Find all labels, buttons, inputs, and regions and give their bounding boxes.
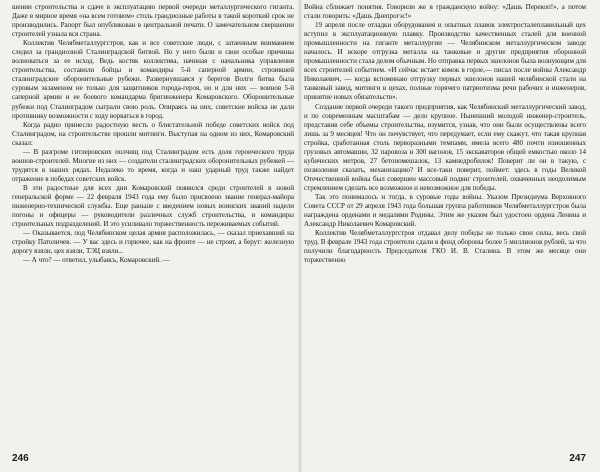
right-page	[300, 0, 600, 472]
paragraph: Так это понималось и тогда, в суровые годы войны. Указом Президиума Верховного Совета СССР от 29 апреля 1943 года большая группа работников Челябметаллургстроя была награждена орденами и медалями Родины. Этим же указом был удостоен ордена Ленина и Александр Николаевич Комаровский.	[304, 192, 586, 229]
paragraph: — А что? — ответил, улыбаясь, Комаровский. —	[23, 256, 170, 265]
paragraph: Коллектив Челябметаллургстроя отдавал делу победы не только свои силы, весь свой труд. В феврале 1943 года строители сдали в фонд обороны более 5 миллионов рублей, за что получили благодарность Председателя ГКО И. В. Сталина. В этом же месяце они торжественно	[304, 229, 586, 265]
paragraph: В эти радостные для всех дни Комаровский появился среди строителей в новой генеральской форме — 22 февраля 1943 года ему было присвоено звание генерал-майора инженерно-технической службы. Еще раньше с введением новых воинских званий надели погоны и офицеры — руководители различных служб строительства, и командиры строительных подразделений. И это усиливало торжественность переживаемых событий.	[12, 183, 294, 229]
paragraph: шении строительства и сдаче в эксплуатацию первой очереди металлургического гиганта. Даже в мирное время «на всем готовом» столь грандиозные работы в такой короткий срок не производились. Рапорт был опубликован в центральной печати. О замечательном свершении строителей узнала вся страна.	[12, 3, 294, 39]
paragraph: Когда радио принесло радостную весть о блистательной победе советских войск под Сталинградом, на строительстве прошли митинги. Выступая на одном из них, Комаровский сказал:	[12, 120, 294, 147]
paragraph: Создание первой очереди такого предприятия, как Челябинский металлургический завод, и по современным масштабам — дело крупное. Нынешний молодой инженер-строитель, представив себе объемы строительства, изумится, узнав, что они были осуществлены всего лишь за 9 месяцев! Что он почувствует, что передумает, если ему скажут, что такая крупная стройка, сработанная столь перворазными темпами, имела всего 480 почти изношенных грузовых автомашин, 32 паровоза и 300 вагонов, 15 экскаваторов общей емкостью около 14 кубических метров, 27 бетономешалок, 13 камнедробилок! Поверит ли он в такую, с позволения сказать, механизацию? И все-таки поверит, поймет: здесь в годы Великой Отечественной войны был совершен массовый подвиг строителей, охваченных неодолимым стремлением сделать все возможное и невозможное для победы.	[304, 102, 586, 192]
left-page-number: 246	[12, 453, 29, 464]
paragraph: — Оказывается, под Челябинском целая армия расположилась, — сказал приехавший на стройку Патоличев. — У вас здесь и горючее, как на фронте — не строят, а берут: железную дорогу взяли, цех взяли, ТЭЦ взяли...	[12, 229, 294, 256]
right-page-text	[304, 3, 586, 265]
paragraph: — В разгроме гитлеровских полчищ под Сталинградом есть доля героического труда воинов-строителей. Многие из них — создатели сталинградских оборонительных рубежей — трудятся в наших рядах. Недалеко то время, когда и наш ударный труд также найдет отражение в победах советских войск.	[12, 147, 294, 183]
paragraph: Коллектив Челябметаллургстроя, как и все советские люди, с затаенным вниманием следил за грандиозной Сталинградской битвой. Но у него были и свои особые причины волноваться за ее исход. Ведь костяк коллектива, начиная с начальника управления строительства, составили бойцы и командиры 5-й саперной армии, строившей сталинградские оборонительные рубежи. Развернувшаяся у берегов Волги битва была суровым экзаменом не только для защитников города-героя, но и для них — воинов 5-й саперной армии и ее боевого командарма бригинженера Комаровского. Оборонительные рубежи под Сталинградом сыграли свою роль. Опираясь на них, советские войска не дали противнику возможности с ходу ворваться в город.	[12, 39, 294, 120]
paragraph: 19 апреля после отладки оборудования и опытных плавок электросталеплавильный цех вступил в эксплуатационную плавку. Производство качественных сталей для военной промышленности на гиганте металлургии — Челябинском металлургическом заводе началось. И вскоре отгрузка металла на танковые и другие предприятия оборонной промышленности стала делом обычным. Но отправка первых эшелонов была волнующим для всех строителей событием. «И сейчас встает комок в горле,— писал после войны Александр Николаевич, — когда вспоминаю отгрузку первых эшелонов нашей челябинской стали на танковый завод, митинги в цехах, полные горячего патриотизма речи рабочих и инженеров, принятие новых обязательств».	[304, 21, 586, 102]
paragraph: Война сближает понятия. Говорили же в гражданскую войну: «Дашь Перекоп!», а потом стали говорить: «Дашь Днепрогэс!»	[304, 3, 586, 21]
left-page-text	[12, 3, 294, 265]
right-page-number: 247	[569, 453, 586, 464]
